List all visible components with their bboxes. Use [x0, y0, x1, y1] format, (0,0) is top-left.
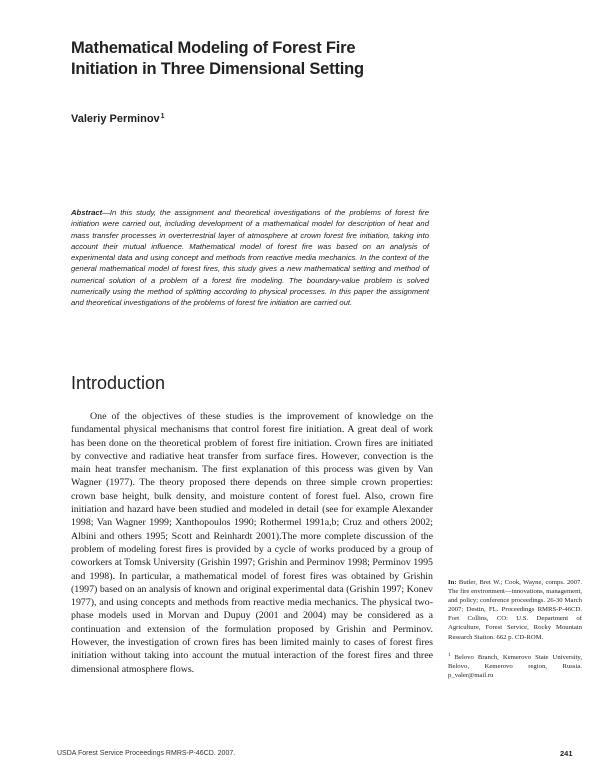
section-heading: Introduction	[71, 373, 166, 393]
affiliation-note	[448, 651, 582, 680]
author-footnote-marker: 1	[160, 113, 165, 120]
citation-note	[448, 578, 582, 642]
citation-in-label: In:	[448, 579, 457, 586]
author	[71, 113, 165, 125]
body-paragraph: One of the objectives of these studies is the improvement of knowledge on the fundamental physical mechanisms that control forest fire initiation. A great deal of work has been done on the theoretical problem of forest fire initiation. Crown fires are initiated by convective and radiative heat transfer from surface fires. However, convection is the main heat transfer mechanism. The first explanation of this process was given by Van Wagner (1977). The theory proposed there depends on three simple crown properties: crown base height, bulk density, and moisture content of forest fuel. Also, crown fire initiation and hazard have been studied and modeled in detail (see for example Alexander 1998; Van Wagner 1999; Xanthopoulos 1990; Rothermel 1991a,b; Cruz and others 2002; Albini and others 1995; Scott and Reinhardt 2001).The more complete discussion of the problem of modeling forest fires is provided by a cycle of works produced by a group of coworkers at Tomsk University (Grishin 1997; Grishin and Perminov 1998; Perminov 1995 and 1998). In particular, a mathematical model of forest fires was obtained by Grishin (1997) based on an analysis of known and original experimental data (Grishin 1997; Konev 1977), and using concepts and methods from reactive media mechanics. The physical two-phase models used in Morvan and Dupuy (2001 and 2004) may be considered as a continuation and extension of the formulation proposed by Grishin and Perminov. However, the investigation of crown fires has been limited mainly to cases of forest fires initiation without taking into account the mutual interaction of the forest fires and three dimensional atmosphere flows.	[71, 411, 433, 675]
paper-title	[71, 38, 451, 80]
body-text	[71, 410, 433, 676]
paper-title-line-2: Initiation in Three Dimensional Setting	[71, 60, 364, 78]
abstract	[71, 207, 429, 309]
sidenote	[448, 578, 582, 689]
abstract-label: Abstract	[71, 208, 103, 217]
page-number: 241	[560, 749, 573, 758]
affiliation-marker: 1	[448, 652, 451, 658]
paper-title-line-1: Mathematical Modeling of Forest Fire	[71, 39, 356, 57]
footer-proceedings: USDA Forest Service Proceedings RMRS-P-46CD. 2007.	[57, 750, 236, 757]
affiliation-text: Belovo Branch, Kemerovo State University, Belovo, Kemerovo region, Russia. p_valer@mail.ru	[448, 653, 582, 679]
author-name: Valeriy Perminov	[71, 113, 160, 125]
abstract-text: —In this study, the assignment and theoretical investigations of the problems of forest fire initiation were carried out, including development of a mathematical model for description of heat and mass transfer processes in overterrestrial layer of atmosphere at crown forest fire initiation, taking into account their mutual influence. Mathematical model of forest fire was based on an analysis of experimental data and using concept and methods from reactive media mechanics. In the context of the general mathematical model of forest fires, this study gives a new mathematical setting and method of numerical solution of a problem of a forest fire modeling. The boundary-value problem is solved numerically using the method of splitting according to physical processes. In this paper the assignment and theoretical investigations of the problems of forest fire initiation are carried out.	[71, 208, 429, 308]
citation-text: Butler, Bret W.; Cook, Wayne, comps. 2007. The fire environment—innovations, management, and policy; conference proceedings. 26-30 March 2007; Destin, FL. Proceedings RMRS-P-46CD. Fort Collins, CO: U.S. Department of Agriculture, Forest Service, Rocky Mountain Research Station. 662 p. CD-ROM.	[448, 579, 582, 641]
